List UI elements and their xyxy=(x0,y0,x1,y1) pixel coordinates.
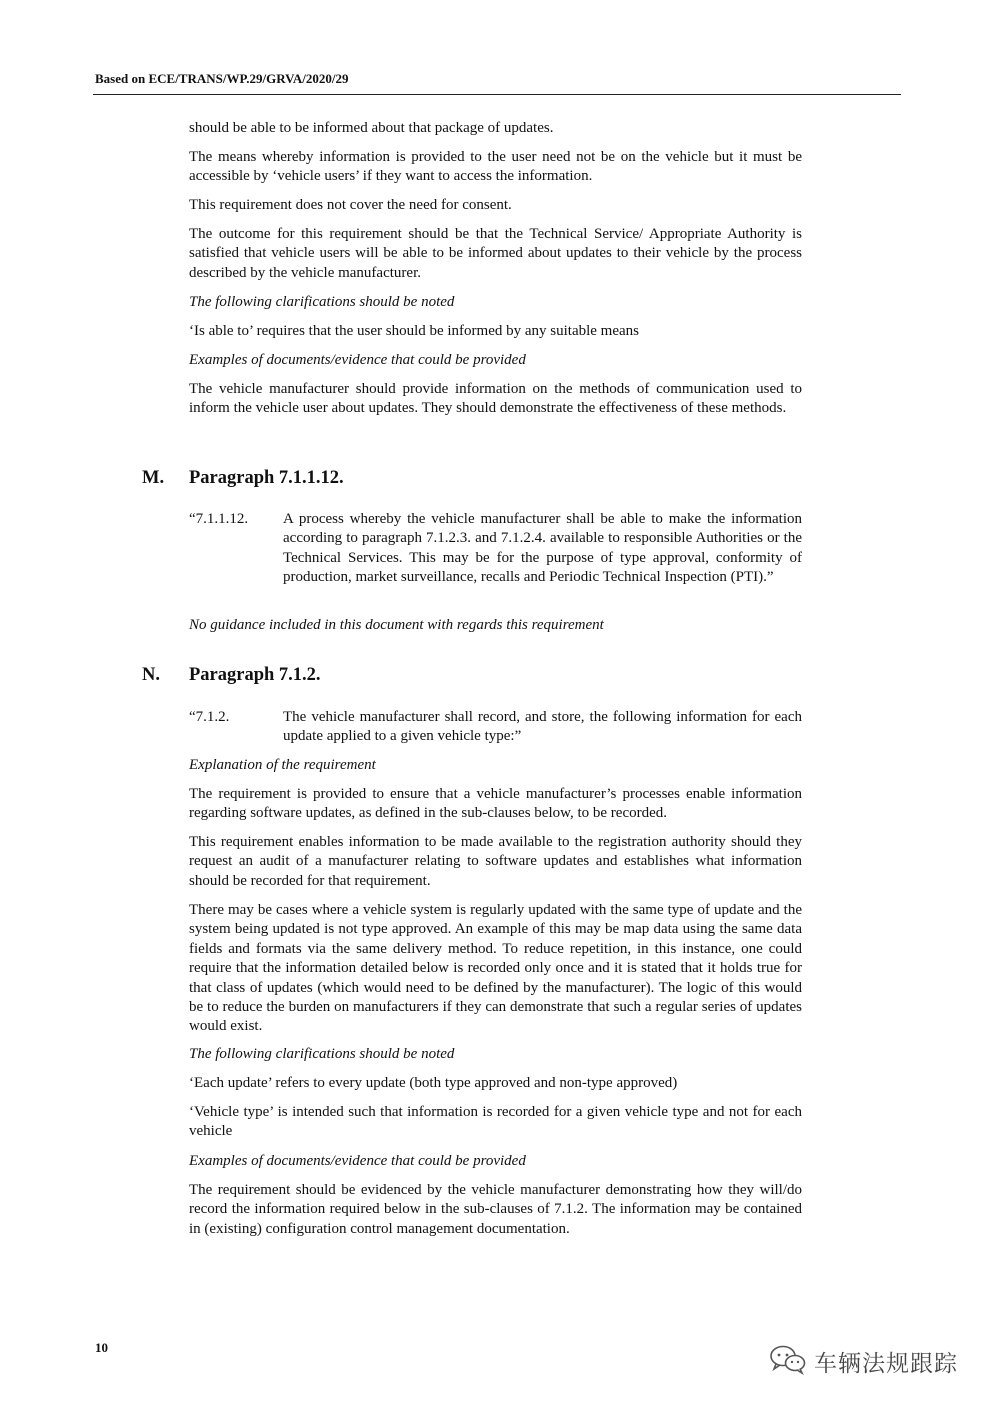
paragraph: ‘Each update’ refers to every update (both type approved and non-type approved) xyxy=(189,1075,678,1091)
section-m-quote-text: A process whereby the vehicle manufacturer shall be able to make the information according to paragraph 7.1.2.3. and 7.1.2.4. available to responsible Authorities or the Technical Services. This may be for the purpose of type approval, conformity of production, market surveillance, recalls and Periodic Technical Inspection (PTI).” xyxy=(283,511,802,586)
watermark xyxy=(768,1343,958,1380)
section-n-title: Paragraph 7.1.2. xyxy=(189,665,321,685)
watermark-text: 车辆法规跟踪 xyxy=(814,1351,958,1377)
section-m-note: No guidance included in this document with regards this requirement xyxy=(189,617,604,633)
subheading-clarifications: The following clarifications should be noted xyxy=(189,1046,455,1062)
section-m-quote-number: “7.1.1.12. xyxy=(189,511,249,527)
paragraph: The requirement is provided to ensure that a vehicle manufacturer’s processes enable information regarding software updates, as defined in the sub-clauses below, to be recorded. xyxy=(189,786,802,822)
section-m-title: Paragraph 7.1.1.12. xyxy=(189,468,344,488)
paragraph: ‘Is able to’ requires that the user should be informed by any suitable means xyxy=(189,323,640,339)
paragraph: There may be cases where a vehicle system is regularly updated with the same type of update and the system being updated is not type approved. An example of this may be map data using the same data fields and formats via the same delivery method. To reduce repetition, in this instance, one could require that the information detailed below is recorded only once and it is stated that it holds true for that class of updates (which would need to be defined by the manufacturer). The logic of this would be to reduce the burden on manufacturers if they can demonstrate that such a regular series of updates would exist. xyxy=(189,902,802,1035)
subheading-examples: Examples of documents/evidence that could be provided xyxy=(189,352,526,368)
paragraph: The means whereby information is provided to the user need not be on the vehicle but it must be accessible by ‘vehicle users’ if they want to access the information. xyxy=(189,149,802,185)
paragraph: This requirement enables information to be made available to the registration authority should they request an audit of a manufacturer relating to software updates and establishes what information should be recorded for that requirement. xyxy=(189,834,802,889)
section-n-quote-number: “7.1.2. xyxy=(189,709,230,725)
page-number: 10 xyxy=(95,1340,108,1355)
paragraph: ‘Vehicle type’ is intended such that information is recorded for a given vehicle type and not for each vehicle xyxy=(189,1104,802,1140)
paragraph: This requirement does not cover the need for consent. xyxy=(189,197,512,213)
paragraph: The outcome for this requirement should be that the Technical Service/ Appropriate Authority is satisfied that vehicle users will be able to be informed about updates to their vehicle by the process described by the vehicle manufacturer. xyxy=(189,226,802,281)
document-header: Based on ECE/TRANS/WP.29/GRVA/2020/29 xyxy=(95,71,349,86)
paragraph: The vehicle manufacturer should provide information on the methods of communication used to inform the vehicle user about updates. They should demonstrate the effectiveness of these methods. xyxy=(189,381,802,417)
section-n-quote-text: The vehicle manufacturer shall record, and store, the following information for each update applied to a given vehicle type:” xyxy=(283,709,802,745)
paragraph: The requirement should be evidenced by the vehicle manufacturer demonstrating how they will/do record the information required below in the sub-clauses of 7.1.2. The information may be contained in (existing) configuration control management documentation. xyxy=(189,1182,802,1237)
subheading-examples: Examples of documents/evidence that could be provided xyxy=(189,1153,526,1169)
section-n-letter: N. xyxy=(142,665,160,685)
wechat-icon xyxy=(768,1343,808,1380)
subheading-clarifications: The following clarifications should be noted xyxy=(189,294,455,310)
subheading-explanation: Explanation of the requirement xyxy=(189,757,376,773)
paragraph: should be able to be informed about that package of updates. xyxy=(189,120,554,136)
section-m-letter: M. xyxy=(142,468,165,488)
header-divider xyxy=(93,94,901,95)
